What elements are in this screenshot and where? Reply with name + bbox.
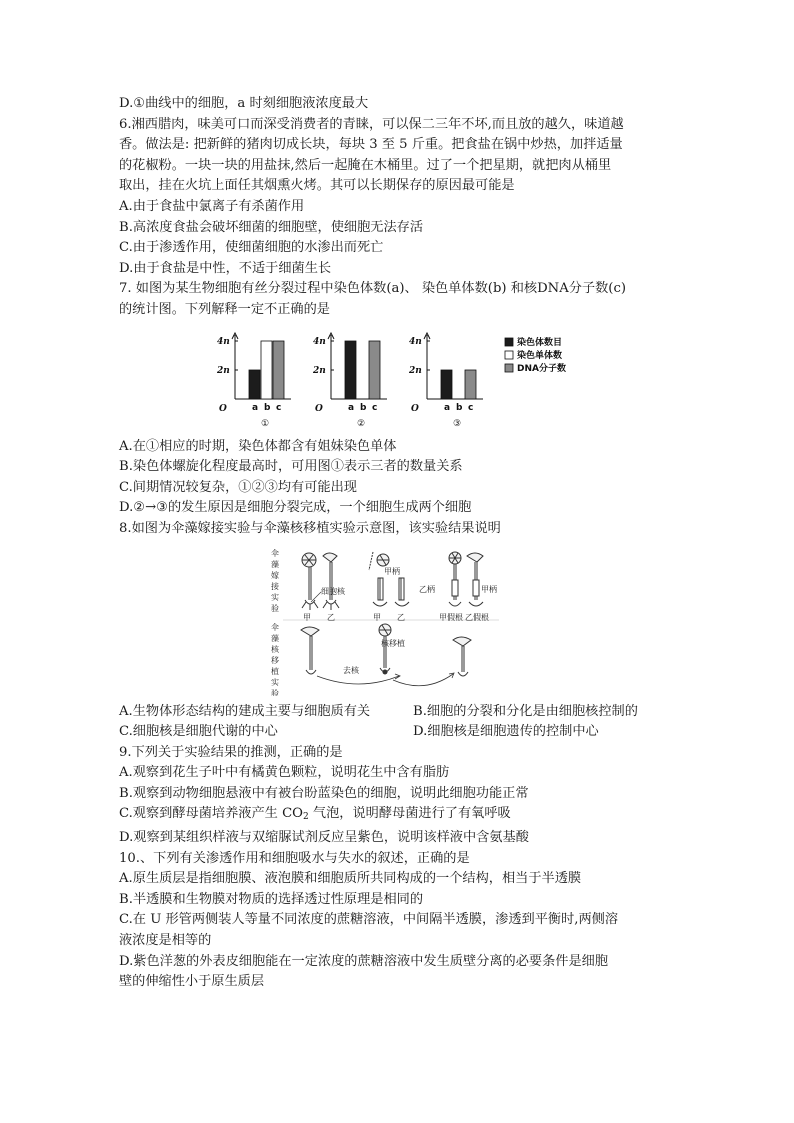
plant-yi-cap — [323, 553, 339, 610]
label-rhizoid-jia: 甲假根 — [439, 612, 463, 622]
x-label-2-a: a — [348, 402, 355, 413]
bar-panel1-b — [261, 341, 272, 399]
q8-stem: 8.如图为伞藻嫁接实验与伞藻核移植实验示意图，该实验结果说明 — [119, 520, 501, 536]
q8-options-row1 — [119, 702, 689, 723]
question-10 — [119, 849, 689, 993]
side-label-transplant: 伞藻核移植实验 — [271, 622, 279, 696]
q9c-text-pre: C.观察到酵母菌培养液产生 CO — [119, 806, 303, 822]
grafted-plants — [449, 552, 483, 606]
plant-jia-cap — [302, 553, 318, 610]
q8-option-a: A.生物体形态结构的建成主要与细胞质有关 — [119, 703, 371, 719]
question-7 — [119, 279, 689, 519]
x-label-3-c: c — [468, 402, 474, 413]
x-label-3-b: b — [456, 402, 463, 413]
origin-label-3: O — [411, 403, 419, 414]
legend-label-2: 染色单体数 — [517, 350, 563, 361]
q10-stem: 10.、下列有关渗透作用和细胞吸水与失水的叙述，正确的是 — [119, 850, 470, 866]
transplant-plant-1 — [301, 627, 319, 674]
label-transplant: 核移植 — [381, 638, 405, 648]
q7-stem-line2: 的统计图。下列解释一定不正确的是 — [119, 301, 330, 317]
bar-panel3-c — [465, 370, 476, 399]
question-8 — [119, 519, 689, 743]
q6-stem-line4: 取出，挂在火坑上面任其烟熏火烤。其可以长期保存的原因最可能是 — [119, 178, 515, 194]
q7-option-b: B.染色体螺旋化程度最高时，可用图①表示三者的数量关系 — [119, 459, 463, 475]
arrow-enucleate — [317, 676, 399, 684]
q10-option-c-line2: 液浓度是相等的 — [119, 933, 212, 949]
arrow-regrow — [393, 674, 453, 686]
label-yi: 乙 — [327, 612, 335, 622]
label-yi-2: 乙 — [397, 612, 405, 622]
x-label-2-b: b — [360, 402, 367, 413]
bar-panel3-a — [441, 370, 452, 399]
label-nucleus: 细胞核 — [321, 586, 345, 596]
legend-swatch-2 — [505, 351, 513, 359]
legend-swatch-3 — [505, 364, 513, 372]
side-label-graft: 伞藻嫁接实验 — [271, 548, 279, 613]
q6-option-b: B.高浓度食盐会破坏细菌的细胞壁，使细胞无法存活 — [119, 219, 424, 235]
acetabularia-diagram-svg — [269, 546, 709, 696]
bar-panel1-a — [249, 370, 260, 399]
panel-label-1: ① — [261, 418, 270, 429]
q6-option-a: A.由于食盐中氯离子有杀菌作用 — [119, 198, 305, 214]
q9c-text-post: 气泡，说明酵母菌进行了有氧呼吸 — [308, 806, 511, 822]
x-label-3-a: a — [444, 402, 451, 413]
q8-option-b: B.细胞的分裂和分化是由细胞核控制的 — [413, 703, 638, 719]
acetabularia-experiment-figure — [269, 546, 709, 696]
label-stalk-yi: 乙柄 — [419, 584, 435, 594]
q8-option-c: C.细胞核是细胞代谢的中心 — [119, 724, 278, 740]
label-rhizoid-yi: 乙假根 — [465, 612, 489, 622]
label-enucleate: 去核 — [343, 665, 359, 675]
q6-stem-line3: 的花椒粉。一块一块的用盐抹,然后一起腌在木桶里。过了一个把星期，就把肉从桶里 — [119, 157, 612, 173]
question-9 — [119, 743, 689, 849]
q10-option-d-line2: 壁的伸缩性小于原生质层 — [119, 974, 265, 990]
nucleus-pointer — [311, 592, 321, 602]
question-6 — [119, 115, 689, 280]
label-jia: 甲 — [303, 612, 311, 622]
q9-option-c — [119, 804, 689, 828]
x-label-1-c: c — [276, 402, 282, 413]
q7-stem-line1: 7. 如图为某生物细胞有丝分裂过程中染色体数(a)、 染色单体数(b) 和核DNA分子数(c) — [119, 281, 626, 297]
transplant-plant-3 — [453, 637, 471, 676]
q9-option-b: B.观察到动物细胞悬液中有被台盼蓝染色的细胞，说明此细胞功能正常 — [119, 785, 529, 801]
q9-option-d: D.观察到某组织样液与双缩脲试剂反应呈紫色，说明该样液中含氨基酸 — [119, 830, 529, 846]
q7-option-d: D.②→③的发生原因是细胞分裂完成，一个细胞生成两个细胞 — [119, 500, 472, 516]
panel-label-3: ③ — [453, 418, 462, 429]
transplant-plant-2 — [379, 624, 391, 674]
label-stalk-jia: 甲柄 — [384, 566, 400, 576]
bar-chart-svg — [205, 325, 585, 433]
q7-option-c: C.间期情况较复杂，①②③均有可能出现 — [119, 479, 357, 495]
legend-swatch-1 — [505, 338, 513, 346]
label-jia-2: 甲 — [373, 612, 381, 622]
q10-option-c-line1: C.在 U 形管两侧装人等量不同浓度的蔗糖溶液，中间隔半透膜，渗透到平衡时,两侧溶 — [119, 912, 619, 928]
chromosome-bar-chart-figure — [205, 325, 585, 433]
cut-stalks — [373, 578, 409, 606]
legend-label-1: 染色体数目 — [517, 337, 563, 348]
q5-option-d: D.①曲线中的细胞，a 时刻细胞液浓度最大 — [119, 96, 369, 111]
q6-stem-line1: 6.湘西腊肉，味美可口而深受消费者的青睐，可以保二三年不坏,而且放的越久，味道越 — [119, 116, 624, 132]
y-tick-label-3-2: 2n — [409, 365, 422, 376]
origin-label-1: O — [219, 403, 227, 414]
bar-panel2-c — [369, 341, 380, 399]
q7-option-a: A.在①相应的时期，染色体都含有姐妹染色单体 — [119, 438, 397, 454]
x-label-1-a: a — [252, 402, 259, 413]
q9c-subscript: 2 — [302, 812, 309, 823]
y-tick-label-2-4: 4n — [313, 336, 326, 347]
q6-option-d: D.由于食盐是中性，不适于细菌生长 — [119, 260, 332, 276]
y-tick-label-1-2: 2n — [217, 365, 230, 376]
q6-option-c: C.由于渗透作用，使细菌细胞的水渗出而死亡 — [119, 240, 384, 256]
x-label-1-b: b — [264, 402, 271, 413]
origin-label-2: O — [315, 403, 323, 414]
y-tick-label-3-4: 4n — [409, 336, 422, 347]
legend-label-3: DNA分子数 — [517, 363, 566, 374]
q8-options-row2 — [119, 722, 689, 743]
q9-option-a: A.观察到花生子叶中有橘黄色颗粒，说明花生中含有脂肪 — [119, 765, 450, 781]
q10-option-d-line1: D.紫色洋葱的外表皮细胞能在一定浓度的蔗糖溶液中发生质壁分离的必要条件是细胞 — [119, 953, 609, 969]
panel-label-2: ② — [357, 418, 366, 429]
bar-panel1-c — [273, 341, 284, 399]
q9-stem: 9.下列关于实验结果的推测，正确的是 — [119, 744, 343, 760]
bar-panel2-a — [345, 341, 356, 399]
q6-stem-line2: 香。做法是: 把新鲜的猪肉切成长块，每块 3 至 5 斤重。把食盐在锅中炒热，加拌适量 — [119, 137, 623, 153]
q10-option-a: A.原生质层是指细胞膜、液泡膜和细胞质所共同构成的一个结构，相当于半透膜 — [119, 871, 582, 887]
question-content — [119, 94, 689, 993]
x-label-2-c: c — [372, 402, 378, 413]
q8-option-d: D.细胞核是细胞遗传的控制中心 — [413, 724, 599, 740]
label-stalk-jia-right: 甲柄 — [481, 584, 497, 594]
y-tick-label-1-4: 4n — [217, 336, 230, 347]
y-tick-label-2-2: 2n — [313, 365, 326, 376]
q10-option-b: B.半透膜和生物膜对物质的选择透过性原理是相同的 — [119, 891, 424, 907]
